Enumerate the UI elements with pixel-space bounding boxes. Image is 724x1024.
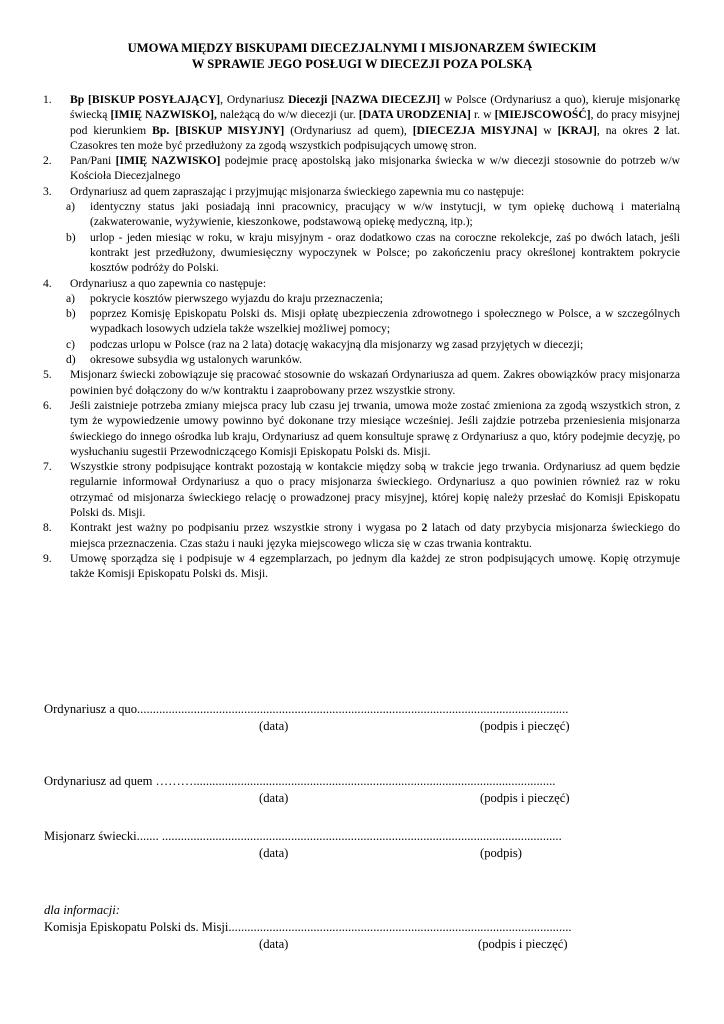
title-line-1: UMOWA MIĘDZY BISKUPAMI DIECEZJALNYMI I MISJONARZEM ŚWIECKIM <box>127 41 597 55</box>
clause-9: 9. Umowę sporządza się i podpisuje w 4 egzemplarzach, po jednym dla każdej ze stron podpisujących umowę. Kopię otrzymuje także Komisji Episkopatu Polski ds. Misji. <box>43 551 680 581</box>
title-line-2: W SPRAWIE JEGO POSŁUGI W DIECEZJI POZA POLSKĄ <box>191 57 533 71</box>
clause-4c: c) podczas urlopu w Polsce (raz na 2 lata) dotację wakacyjną dla misjonarzy wg zasad przyjętych w diecezji; <box>66 337 584 351</box>
clause-number: 4. <box>43 276 52 290</box>
clause-number: 5. <box>43 368 52 382</box>
clause-6: 6. Jeśli zaistnieje potrzeba zmiany miejsca pracy lub czasu jej trwania, umowa może zostać zmieniona za zgodą wszystkich stron, z tym że wypowiedzenie umowy powinno być dokonane trzy miesiące wcześniej. Jeśli zajdzie potrzeba przeniesienia misjonarza świeckiego do innego ośrodka lub kraju, Ordynariusz ad quem konsultuje sprawę z Ordynariusz a quo, który podejmie decyzję, po wysłuchaniu sugestii Przewodniczącego Komisji Episkopatu Polski ds. Misji. <box>43 398 680 458</box>
date-label: (data) <box>259 719 289 733</box>
sign-label: (podpis i pieczęć) <box>480 791 570 805</box>
clause-number: 1. <box>43 93 52 106</box>
clause-3a: a) identyczny status jaki posiadają inni pracownicy, pracujący w w/w instytucji, w tym opiekę duchową i materialną (zakwaterowanie, wyżywienie, kieszonkowe, podstawową opiekę medyczną, itp.); <box>66 200 680 229</box>
clause-3b: b) urlop - jeden miesiąc w roku, w kraju misyjnym - oraz dodatkowo czas na coroczne rekolekcje, zaś po dwóch latach, jeśli kontrakt jest przedłużony, dwumiesięczny wypoczynek w Polsce; po zakończeniu pracy określonej kontraktem pokrycie kosztów podróży do Polski. <box>66 230 680 275</box>
date-label: (data) <box>259 937 289 951</box>
info-label: dla informacji: <box>44 903 120 917</box>
clause-8: 8. Kontrakt jest ważny po podpisaniu przez wszystkie strony i wygasa po 2 latach od daty przybycia misjonarza świeckiego do miejsca przeznaczenia. Czas stażu i nauki języka miejscowego wlicza się w czas trwania kontraktu. <box>43 521 680 550</box>
clause-number: 7. <box>43 460 52 474</box>
clauses-list <box>0 92 724 582</box>
signature-ordinary-a-quo <box>44 701 684 735</box>
date-label: (data) <box>259 846 289 860</box>
clause-2: 2. Pan/Pani [IMIĘ NAZWISKO] podejmie pracę apostolską jako misjonarka świecka w w/w diecezji stosownie do potrzeb w/w Kościoła Diecezjalnego <box>43 154 681 183</box>
signature-lay-missionary <box>44 828 684 862</box>
clause-number: 6. <box>43 398 52 412</box>
clause-4d: d) okresowe subsydia wg ustalonych warunków. <box>66 353 303 367</box>
clause-4: 4. Ordynariusz a quo zapewnia co następuje: <box>43 276 267 290</box>
clause-number: 9. <box>43 551 52 565</box>
clause-5: 5. Misjonarz świecki zobowiązuje się pracować stosownie do wskazań Ordynariusza ad quem. Zakres obowiązków pracy misjonarza powinien być dołączony do w/w kontraktu i zaaprobowany przez wszystkie strony. <box>43 368 680 397</box>
sign-label: (podpis) <box>480 846 522 860</box>
signature-line[interactable]: Ordynariusz ad quem ………................................................................................................................... <box>44 774 556 788</box>
document-title <box>40 40 684 72</box>
signature-line[interactable]: Komisja Episkopatu Polski ds. Misji............................................................................................................. <box>44 920 572 934</box>
clause-3: 3. Ordynariusz ad quem zapraszając i przyjmując misjonarza świeckiego zapewnia mu co następuje: <box>43 184 525 198</box>
clause-7: 7. Wszystkie strony podpisujące kontrakt pozostają w kontakcie między sobą w trakcie jego trwania. Ordynariusz ad quem będzie regularnie informował Ordynariusz a quo o pracy misjonarza świeckiego. Ordynariusz a quo powinien również raz w roku otrzymać od misjonarza świeckiego relację o prowadzonej pracy misyjnej, której kopię należy przesłać do Komisji Episkopatu Polski ds. Misji. <box>43 460 680 520</box>
sign-label: (podpis i pieczęć) <box>480 719 570 733</box>
clause-number: 2. <box>43 154 52 168</box>
signature-line[interactable]: Misjonarz świecki....... ............................................................................................................................... <box>44 829 562 843</box>
clause-number: 8. <box>43 521 52 535</box>
sign-label: (podpis i pieczęć) <box>478 937 568 951</box>
clause-1: 1. Bp [BISKUP POSYŁAJĄCY], Ordynariusz Diecezji [NAZWA DIECEZJI] w Polsce (Ordynariusz a quo), kieruje misjonarkę świecką [IMIĘ NAZWISKO], należącą do w/w diecezji (ur. [DATA URODZENIA] r. w [MIEJSCOWOŚĆ], do pracy misyjnej pod kierunkiem Bp. [BISKUP MISYJNY] (Ordynariusz ad quem), [DIECEZJA MISYJNA] w [KRAJ], na okres 2 lat. Czasokres ten może być przedłużony za zgodą wszystkich podpisujących umowę stron. <box>43 93 681 152</box>
signature-commission <box>44 902 684 953</box>
signature-line[interactable]: Ordynariusz a quo......................................................................................................................................... <box>44 702 569 716</box>
clause-number: 3. <box>43 184 52 198</box>
clause-4a: a) pokrycie kosztów pierwszego wyjazdu do kraju przeznaczenia; <box>66 291 383 305</box>
signature-ordinary-ad-quem <box>44 773 684 807</box>
clause-4b: b) poprzez Komisję Episkopatu Polski ds. Misji opłatę ubezpieczenia zdrowotnego i społecznego w Polsce, a w szczególnych wypadkach losowych udziela także wszelkiej możliwej pomocy; <box>66 307 680 336</box>
date-label: (data) <box>259 791 289 805</box>
